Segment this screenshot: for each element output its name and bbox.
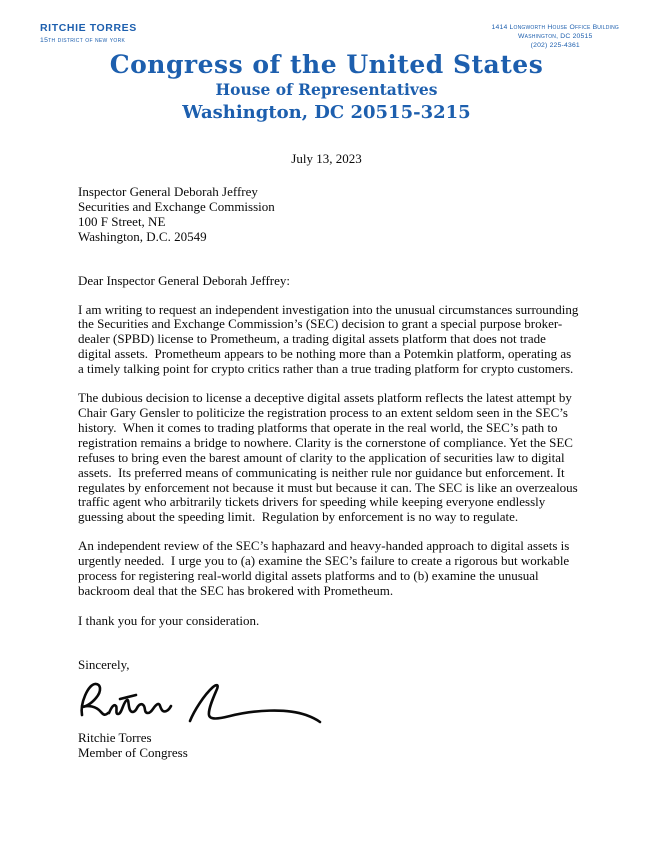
paragraph-3: An independent review of the SEC’s haphazard and heavy-handed approach to digital assets is urgently needed. I urge you to (a) examine the SEC’s failure to create a rigorous but workable process for registering real-world digital assets platforms and to (b) examine the unusual backroom deal that the SEC has brokered with Prometheum. (78, 538, 573, 598)
paragraph-2: The dubious decision to license a deceptive digital assets platform reflects the latest attempt by Chair Gary Gensler to politicize the registration process to an extent seldom seen in the SEC’s history. When it comes to trading platforms that operate in the real world, the SEC’s path to registration remains a bridge to nowhere. Clarity is the cornerstone of compliance. Yet the SEC refuses to bring even the barest amount of clarity to the application of securities law to digital assets. Its preferred means of communicating is neither rule nor guidance but enforcement. It regulates by enforcement not because it must but because it can. The SEC is like an overzealous traffic agent who arbitrarily tickets drivers for speeding while keeping everyone endlessly guessing about the speeding limit. Regulation by enforcement is no way to regulate. (78, 390, 581, 525)
thanks-line: I thank you for your consideration. (78, 612, 260, 628)
recipient-street: 100 F Street, NE (78, 213, 166, 229)
member-district: 15th district of new york (40, 36, 126, 44)
signature-image (78, 675, 580, 727)
letterhead-office-block (492, 23, 619, 51)
recipient-city: Washington, D.C. 20549 (78, 228, 207, 244)
date-line: July 13, 2023 (291, 151, 362, 166)
office-address-line2: Washington, DC 20515 (518, 33, 593, 41)
paragraph-1: I am writing to request an independent investigation into the unusual circumstances surrounding the Securities and Exchange Commission’s (SEC) decision to grant a special purpose broker-dealer (SPBD) license to Prometheum, a trading digital assets platform that does not trade digital assets. Prometheum appears to be nothing more than a Potemkin platform, operating as a timely talking point for crypto critics rather than a true trading platform for crypto customers. (78, 301, 582, 377)
office-phone: (202) 225-4361 (530, 42, 580, 50)
salutation: Dear Inspector General Deborah Jeffrey: (78, 272, 290, 288)
masthead (0, 52, 653, 123)
recipient-name: Inspector General Deborah Jeffrey (78, 184, 258, 199)
office-address-line1: 1414 Longworth House Office Building (491, 24, 619, 31)
signature-name: Ritchie Torres (78, 729, 152, 745)
recipient-org: Securities and Exchange Commission (78, 198, 275, 214)
letterhead-member-block (40, 23, 137, 44)
masthead-city-line: Washington, DC 20515-3215 (182, 101, 471, 123)
masthead-house-line: House of Representatives (215, 80, 438, 100)
masthead-congress-line: Congress of the United States (109, 50, 544, 79)
signature-title: Member of Congress (78, 744, 188, 760)
closing-line: Sincerely, (78, 656, 130, 672)
letter-body (78, 185, 580, 760)
member-name: RITCHIE TORRES (40, 22, 137, 34)
recipient-address-block (78, 185, 580, 245)
